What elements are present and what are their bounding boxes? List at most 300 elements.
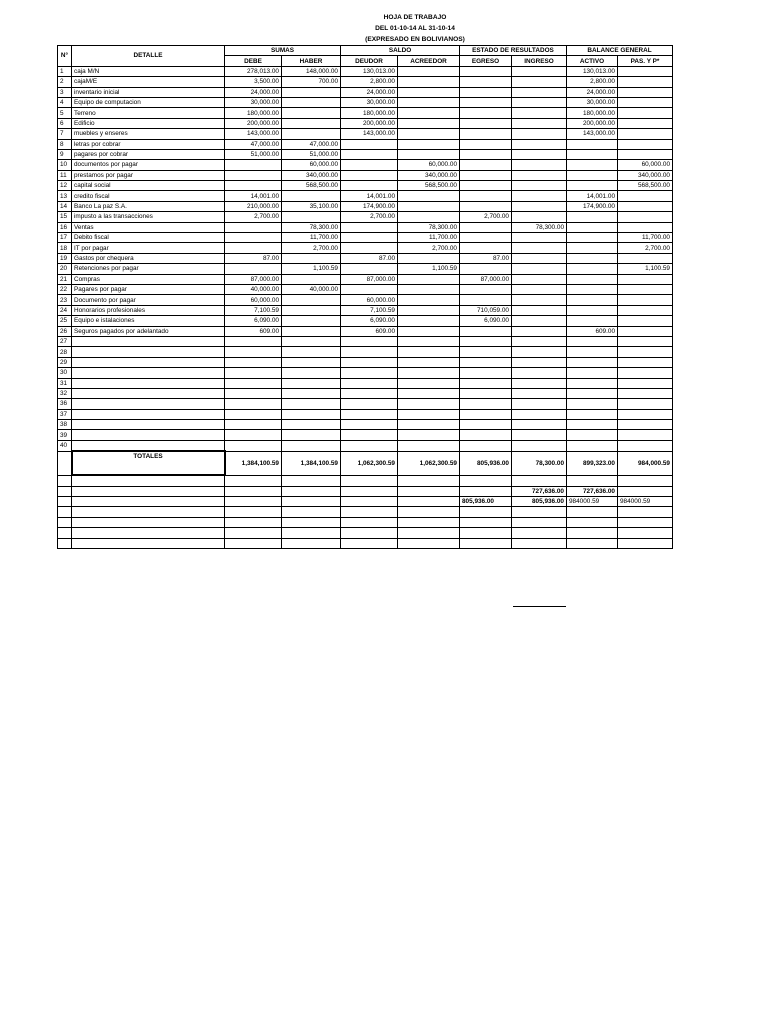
amount-cell [341, 233, 398, 243]
amount-cell: 51,000.00 [282, 149, 341, 159]
amount-cell: 47,000.00 [282, 139, 341, 149]
amount-cell: 87,000.00 [225, 274, 282, 284]
empty-row [58, 420, 673, 430]
amount-cell [512, 149, 567, 159]
row-number: 30 [58, 368, 72, 378]
row-number: 38 [58, 420, 72, 430]
empty-cell [282, 336, 341, 346]
empty-cell [567, 388, 618, 398]
amount-cell: 87,000.00 [341, 274, 398, 284]
empty-cell [512, 475, 567, 486]
amount-cell: 609.00 [341, 326, 398, 336]
empty-cell [460, 440, 512, 451]
amount-cell [512, 243, 567, 253]
amount-cell [398, 326, 460, 336]
table-row [58, 149, 673, 159]
amount-cell [618, 201, 673, 211]
amount-cell: 174,900.00 [567, 201, 618, 211]
empty-cell [72, 357, 225, 367]
empty-cell [225, 378, 282, 388]
amount-cell [618, 149, 673, 159]
amount-cell [341, 139, 398, 149]
summary-amount: 805,936.00 [460, 497, 512, 507]
amount-cell [460, 243, 512, 253]
row-number: 20 [58, 264, 72, 274]
amount-cell [567, 305, 618, 315]
empty-cell [398, 409, 460, 419]
table-row [58, 181, 673, 191]
amount-cell [341, 149, 398, 159]
empty-cell [512, 336, 567, 346]
empty-cell [341, 475, 398, 486]
empty-cell [567, 440, 618, 451]
empty-cell [618, 528, 673, 538]
empty-cell [72, 420, 225, 430]
amount-cell [460, 233, 512, 243]
empty-cell [341, 357, 398, 367]
amount-cell [567, 149, 618, 159]
empty-cell [225, 538, 282, 548]
empty-cell [225, 475, 282, 486]
summary-amount: 805,936.00 [512, 497, 567, 507]
table-row [58, 118, 673, 128]
empty-cell [460, 507, 512, 517]
account-name: Documento por pagar [72, 295, 225, 305]
amount-cell [618, 129, 673, 139]
amount-cell [567, 160, 618, 170]
empty-cell [72, 347, 225, 357]
amount-cell [460, 77, 512, 87]
empty-cell [398, 388, 460, 398]
amount-cell: 87.00 [460, 253, 512, 263]
total-amount: 899,323.00 [567, 451, 618, 475]
empty-cell [398, 347, 460, 357]
empty-cell [618, 378, 673, 388]
row-number: 9 [58, 149, 72, 159]
amount-cell: 1,100.59 [618, 264, 673, 274]
empty-cell [282, 497, 341, 507]
amount-cell: 6,090.00 [341, 316, 398, 326]
empty-cell [282, 420, 341, 430]
empty-row [58, 378, 673, 388]
amount-cell: 60,000.00 [618, 160, 673, 170]
amount-cell [460, 295, 512, 305]
amount-cell [567, 222, 618, 232]
amount-cell [282, 295, 341, 305]
group-sumas-header: SUMAS [225, 46, 341, 56]
account-name: Retenciones por pagar [72, 264, 225, 274]
signature-line [513, 606, 566, 607]
empty-cell [618, 336, 673, 346]
table-row [58, 243, 673, 253]
empty-cell [282, 440, 341, 451]
row-number: 10 [58, 160, 72, 170]
amount-cell [512, 129, 567, 139]
amount-cell [567, 181, 618, 191]
empty-cell [567, 368, 618, 378]
totals-row [58, 451, 673, 475]
amount-cell [282, 97, 341, 107]
empty-cell [460, 517, 512, 527]
amount-cell [512, 326, 567, 336]
amount-cell [512, 181, 567, 191]
col-detail-header: DETALLE [72, 46, 225, 67]
empty-cell [512, 507, 567, 517]
empty-cell [72, 507, 225, 517]
amount-cell [512, 97, 567, 107]
empty-cell [58, 517, 72, 527]
total-amount: 1,062,300.59 [341, 451, 398, 475]
empty-cell [72, 378, 225, 388]
empty-cell [341, 409, 398, 419]
row-number: 8 [58, 139, 72, 149]
empty-cell [225, 507, 282, 517]
amount-cell [282, 212, 341, 222]
amount-cell [512, 264, 567, 274]
empty-cell [460, 430, 512, 440]
amount-cell: 40,000.00 [282, 284, 341, 294]
amount-cell: 47,000.00 [225, 139, 282, 149]
empty-cell [460, 538, 512, 548]
col-haber-header: HABER [282, 56, 341, 66]
amount-cell [618, 97, 673, 107]
amount-cell [282, 316, 341, 326]
empty-cell [72, 336, 225, 346]
amount-cell: 11,700.00 [282, 233, 341, 243]
empty-cell [512, 388, 567, 398]
summary-amount: 727,636.00 [567, 486, 618, 496]
amount-cell [225, 233, 282, 243]
table-row [58, 274, 673, 284]
amount-cell [225, 170, 282, 180]
amount-cell: 3,500.00 [225, 77, 282, 87]
amount-cell: 14,001.00 [341, 191, 398, 201]
amount-cell [567, 295, 618, 305]
amount-cell [618, 212, 673, 222]
amount-cell [398, 118, 460, 128]
empty-row [58, 528, 673, 538]
amount-cell [398, 108, 460, 118]
empty-cell [225, 420, 282, 430]
empty-cell [72, 517, 225, 527]
amount-cell: 130,013.00 [341, 66, 398, 76]
row-number: 1 [58, 66, 72, 76]
empty-cell [618, 420, 673, 430]
empty-cell [58, 475, 72, 486]
row-number: 37 [58, 409, 72, 419]
empty-cell [58, 528, 72, 538]
amount-cell [512, 212, 567, 222]
amount-cell [282, 253, 341, 263]
amount-cell [618, 222, 673, 232]
amount-cell [512, 295, 567, 305]
empty-cell [225, 440, 282, 451]
col-ingreso-header: INGRESO [512, 56, 567, 66]
amount-cell [567, 264, 618, 274]
table-row [58, 170, 673, 180]
amount-cell: 143,000.00 [225, 129, 282, 139]
summary-amount: 984000.59 [618, 497, 673, 507]
amount-cell [618, 108, 673, 118]
empty-cell [341, 420, 398, 430]
empty-cell [512, 420, 567, 430]
amount-cell: 143,000.00 [341, 129, 398, 139]
amount-cell [512, 233, 567, 243]
amount-cell: 609.00 [567, 326, 618, 336]
amount-cell: 60,000.00 [341, 295, 398, 305]
amount-cell: 568,500.00 [618, 181, 673, 191]
amount-cell [512, 160, 567, 170]
row-number: 29 [58, 357, 72, 367]
account-name: cajaM/E [72, 77, 225, 87]
empty-cell [512, 357, 567, 367]
amount-cell [398, 129, 460, 139]
amount-cell [460, 170, 512, 180]
group-balance-header: BALANCE GENERAL [567, 46, 673, 56]
amount-cell [618, 191, 673, 201]
amount-cell [341, 160, 398, 170]
empty-cell [341, 388, 398, 398]
table-row [58, 129, 673, 139]
row-number: 17 [58, 233, 72, 243]
amount-cell [398, 284, 460, 294]
empty-cell [282, 347, 341, 357]
amount-cell [225, 264, 282, 274]
empty-cell [460, 528, 512, 538]
col-deudor-header: DEUDOR [341, 56, 398, 66]
amount-cell [460, 87, 512, 97]
empty-cell [512, 347, 567, 357]
sheet-title: HOJA DE TRABAJO [383, 14, 447, 21]
account-name: pagares por cobrar [72, 149, 225, 159]
empty-cell [282, 399, 341, 409]
table-row [58, 316, 673, 326]
empty-cell [341, 517, 398, 527]
empty-cell [618, 409, 673, 419]
empty-cell [460, 399, 512, 409]
empty-cell [567, 347, 618, 357]
empty-cell [567, 430, 618, 440]
amount-cell [567, 316, 618, 326]
row-number: 40 [58, 440, 72, 451]
empty-cell [282, 430, 341, 440]
empty-cell [567, 409, 618, 419]
account-name: Edificio [72, 118, 225, 128]
empty-cell [341, 430, 398, 440]
amount-cell [618, 253, 673, 263]
table-row [58, 97, 673, 107]
amount-cell [398, 253, 460, 263]
empty-cell [398, 475, 460, 486]
table-row [58, 326, 673, 336]
amount-cell [460, 139, 512, 149]
row-number: 27 [58, 336, 72, 346]
empty-cell [398, 440, 460, 451]
row-number: 26 [58, 326, 72, 336]
empty-cell [225, 388, 282, 398]
empty-cell [58, 451, 72, 475]
total-amount: 805,936.00 [460, 451, 512, 475]
row-number: 32 [58, 388, 72, 398]
empty-cell [341, 378, 398, 388]
amount-cell: 2,800.00 [341, 77, 398, 87]
amount-cell: 130,013.00 [567, 66, 618, 76]
empty-cell [398, 507, 460, 517]
empty-cell [225, 399, 282, 409]
amount-cell [567, 139, 618, 149]
col-debe-header: DEBE [225, 56, 282, 66]
amount-cell: 24,000.00 [341, 87, 398, 97]
empty-cell [282, 388, 341, 398]
row-number: 6 [58, 118, 72, 128]
empty-cell [72, 497, 225, 507]
col-pasivo-header: PAS. Y P* [618, 56, 673, 66]
amount-cell [282, 87, 341, 97]
empty-cell [512, 409, 567, 419]
amount-cell [512, 253, 567, 263]
empty-cell [398, 528, 460, 538]
account-name: IT por pagar [72, 243, 225, 253]
empty-cell [72, 388, 225, 398]
amount-cell [341, 264, 398, 274]
amount-cell: 87,000.00 [460, 274, 512, 284]
amount-cell [225, 222, 282, 232]
amount-cell: 710,059.00 [460, 305, 512, 315]
empty-cell [512, 368, 567, 378]
amount-cell [225, 181, 282, 191]
empty-cell [341, 347, 398, 357]
empty-row [58, 440, 673, 451]
amount-cell: 568,500.00 [398, 181, 460, 191]
empty-cell [512, 440, 567, 451]
row-number: 13 [58, 191, 72, 201]
empty-cell [618, 538, 673, 548]
account-name: Equipo de computacion [72, 97, 225, 107]
empty-cell [512, 430, 567, 440]
empty-row [58, 409, 673, 419]
empty-row [58, 538, 673, 548]
amount-cell [341, 243, 398, 253]
row-number: 3 [58, 87, 72, 97]
amount-cell: 2,800.00 [567, 77, 618, 87]
amount-cell: 278,013.00 [225, 66, 282, 76]
table-row [58, 139, 673, 149]
amount-cell: 180,000.00 [341, 108, 398, 118]
empty-cell [398, 486, 460, 496]
row-number: 15 [58, 212, 72, 222]
amount-cell: 143,000.00 [567, 129, 618, 139]
amount-cell: 11,700.00 [618, 233, 673, 243]
amount-cell [512, 191, 567, 201]
row-number: 23 [58, 295, 72, 305]
table-row [58, 160, 673, 170]
group-resultados-header: ESTADO DE RESULTADOS [460, 46, 567, 56]
amount-cell: 51,000.00 [225, 149, 282, 159]
row-number: 5 [58, 108, 72, 118]
amount-cell: 7,100.59 [341, 305, 398, 315]
empty-cell [618, 357, 673, 367]
empty-cell [72, 409, 225, 419]
empty-cell [72, 368, 225, 378]
amount-cell [460, 201, 512, 211]
empty-cell [341, 440, 398, 451]
empty-cell [341, 497, 398, 507]
empty-cell [282, 486, 341, 496]
amount-cell [512, 305, 567, 315]
account-name: Compras [72, 274, 225, 284]
row-number: 16 [58, 222, 72, 232]
table-row [58, 201, 673, 211]
amount-cell [618, 305, 673, 315]
amount-cell [398, 149, 460, 159]
amount-cell [460, 97, 512, 107]
empty-cell [567, 420, 618, 430]
amount-cell [567, 243, 618, 253]
row-number: 11 [58, 170, 72, 180]
amount-cell: 35,100.00 [282, 201, 341, 211]
empty-cell [341, 486, 398, 496]
empty-cell [282, 528, 341, 538]
amount-cell [398, 87, 460, 97]
empty-cell [460, 378, 512, 388]
row-number: 14 [58, 201, 72, 211]
empty-cell [567, 378, 618, 388]
amount-cell [398, 77, 460, 87]
amount-cell [618, 295, 673, 305]
account-name: Terreno [72, 108, 225, 118]
account-name: muebles y enseres [72, 129, 225, 139]
account-name: Seguros pagados por adelantado [72, 326, 225, 336]
amount-cell [282, 326, 341, 336]
group-saldo-header: SALDO [341, 46, 460, 56]
empty-cell [618, 507, 673, 517]
empty-cell [225, 497, 282, 507]
empty-cell [618, 440, 673, 451]
amount-cell [282, 274, 341, 284]
amount-cell: 24,000.00 [225, 87, 282, 97]
empty-cell [225, 409, 282, 419]
empty-cell [282, 507, 341, 517]
amount-cell: 148,000.00 [282, 66, 341, 76]
amount-cell [225, 243, 282, 253]
empty-cell [618, 486, 673, 496]
table-row [58, 87, 673, 97]
total-amount: 78,300.00 [512, 451, 567, 475]
empty-cell [512, 528, 567, 538]
amount-cell [618, 87, 673, 97]
amount-cell: 200,000.00 [225, 118, 282, 128]
empty-cell [460, 336, 512, 346]
account-name: inventario inicial [72, 87, 225, 97]
amount-cell: 14,001.00 [567, 191, 618, 201]
amount-cell [398, 191, 460, 201]
empty-cell [398, 497, 460, 507]
amount-cell [618, 66, 673, 76]
amount-cell: 30,000.00 [225, 97, 282, 107]
table-row [58, 295, 673, 305]
amount-cell [341, 181, 398, 191]
empty-cell [512, 399, 567, 409]
empty-cell [618, 399, 673, 409]
empty-cell [460, 368, 512, 378]
empty-cell [225, 368, 282, 378]
empty-row [58, 347, 673, 357]
total-amount: 984,000.59 [618, 451, 673, 475]
amount-cell: 60,000.00 [225, 295, 282, 305]
account-name: Debito fiscal [72, 233, 225, 243]
summary-amount: 727,636.00 [512, 486, 567, 496]
amount-cell [618, 139, 673, 149]
